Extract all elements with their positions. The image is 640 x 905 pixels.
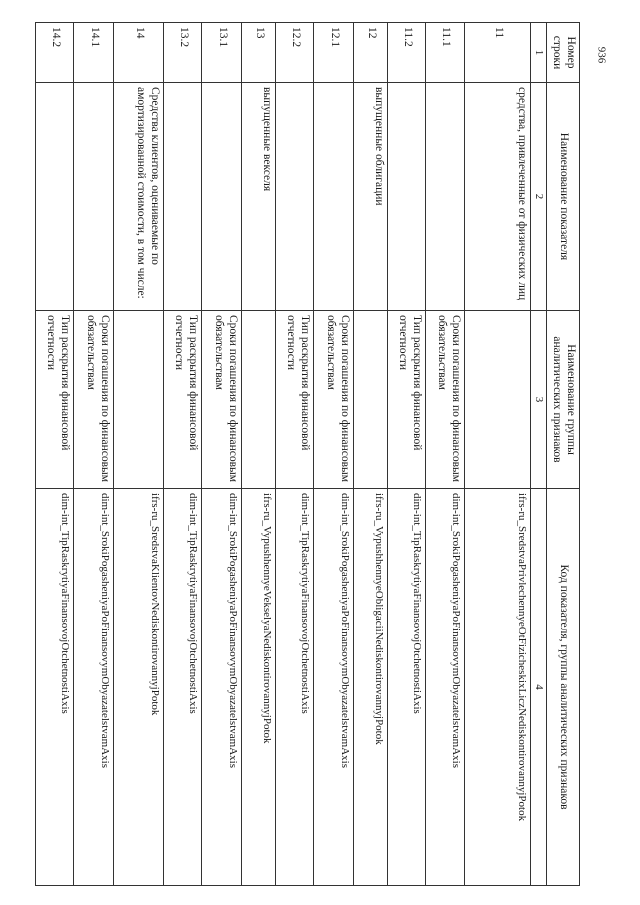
table-row (164, 23, 202, 886)
column-number: 1 (531, 23, 547, 83)
table-row (354, 23, 388, 886)
code-cell: dim-int_SrokiPogasheniyaPoFinansovymObyazatelstvamAxis (74, 489, 114, 886)
column-number-row (531, 23, 547, 886)
table-body (36, 23, 531, 886)
group-name-cell (242, 311, 276, 489)
table-row (276, 23, 314, 886)
indicator-name-cell: выпущенные облигации (354, 83, 388, 311)
code-cell: dim-int_TipRaskrytiyaFinansovojOtchetnostiAxis (388, 489, 426, 886)
row-number-cell: 12.2 (276, 23, 314, 83)
group-name-cell: Тип раскрытия финансовой отчетности (164, 311, 202, 489)
code-cell: ifrs-ru_VypushhennyeObligaciiNediskontirovannyjPotok (354, 489, 388, 886)
group-name-cell: Тип раскрытия финансовой отчетности (276, 311, 314, 489)
indicator-name-cell (426, 83, 465, 311)
column-number: 4 (531, 489, 547, 886)
table-row (388, 23, 426, 886)
column-number: 2 (531, 83, 547, 311)
group-name-cell: Тип раскрытия финансовой отчетности (388, 311, 426, 489)
group-name-cell (354, 311, 388, 489)
indicator-name-cell (388, 83, 426, 311)
indicator-name-cell: Средства клиентов, оцениваемые по амортизированной стоимости, в том числе: (114, 83, 164, 311)
group-name-cell: Тип раскрытия финансовой отчетности (36, 311, 74, 489)
rotated-page-content (45, 22, 580, 885)
row-number-cell: 14 (114, 23, 164, 83)
table-row (314, 23, 354, 886)
landscape-table-container (45, 22, 580, 885)
column-number: 3 (531, 311, 547, 489)
indicator-name-cell (164, 83, 202, 311)
code-cell: dim-int_TipRaskrytiyaFinansovojOtchetnostiAxis (36, 489, 74, 886)
row-number-cell: 14.1 (74, 23, 114, 83)
header-code: Код показателя, группы аналитических признаков (547, 489, 580, 886)
row-number-cell: 11.1 (426, 23, 465, 83)
table-row (114, 23, 164, 886)
code-cell: ifrs-ru_SredstvaKlientovNediskontirovannyjPotok (114, 489, 164, 886)
header-indicator-name: Наименование показателя (547, 83, 580, 311)
table-row (36, 23, 74, 886)
page-number: 936 (595, 46, 607, 64)
row-number-cell: 11.2 (388, 23, 426, 83)
row-number-cell: 14.2 (36, 23, 74, 83)
group-name-cell: Сроки погашения по финансовым обязательствам (314, 311, 354, 489)
indicator-name-cell (202, 83, 242, 311)
code-cell: dim-int_TipRaskrytiyaFinansovojOtchetnostiAxis (164, 489, 202, 886)
table-row (74, 23, 114, 886)
header-row-number: Номер строки (547, 23, 580, 83)
table-row (465, 23, 531, 886)
indicator-name-cell (74, 83, 114, 311)
row-number-cell: 11 (465, 23, 531, 83)
indicator-name-cell (314, 83, 354, 311)
row-number-cell: 12.1 (314, 23, 354, 83)
indicators-table (35, 22, 580, 886)
header-row (547, 23, 580, 886)
indicator-name-cell (276, 83, 314, 311)
group-name-cell (465, 311, 531, 489)
header-group-name: Наименование группы аналитических признаков (547, 311, 580, 489)
group-name-cell: Сроки погашения по финансовым обязательствам (426, 311, 465, 489)
table-row (426, 23, 465, 886)
group-name-cell (114, 311, 164, 489)
row-number-cell: 13 (242, 23, 276, 83)
code-cell: dim-int_SrokiPogasheniyaPoFinansovymObyazatelstvamAxis (314, 489, 354, 886)
code-cell: ifrs-ru_VypushhennyeVekselyaNediskontirovannyjPotok (242, 489, 276, 886)
row-number-cell: 12 (354, 23, 388, 83)
indicator-name-cell: средства, привлеченные от физических лиц (465, 83, 531, 311)
code-cell: dim-int_TipRaskrytiyaFinansovojOtchetnostiAxis (276, 489, 314, 886)
table-row (242, 23, 276, 886)
indicator-name-cell (36, 83, 74, 311)
row-number-cell: 13.2 (164, 23, 202, 83)
group-name-cell: Сроки погашения по финансовым обязательствам (74, 311, 114, 489)
table-row (202, 23, 242, 886)
code-cell: ifrs-ru_SredstvaPrivlechennyeOtFizicheskixLiczNediskontirovannyjPotok (465, 489, 531, 886)
group-name-cell: Сроки погашения по финансовым обязательствам (202, 311, 242, 489)
indicator-name-cell: выпущенные векселя (242, 83, 276, 311)
code-cell: dim-int_SrokiPogasheniyaPoFinansovymObyazatelstvamAxis (426, 489, 465, 886)
code-cell: dim-int_SrokiPogasheniyaPoFinansovymObyazatelstvamAxis (202, 489, 242, 886)
row-number-cell: 13.1 (202, 23, 242, 83)
